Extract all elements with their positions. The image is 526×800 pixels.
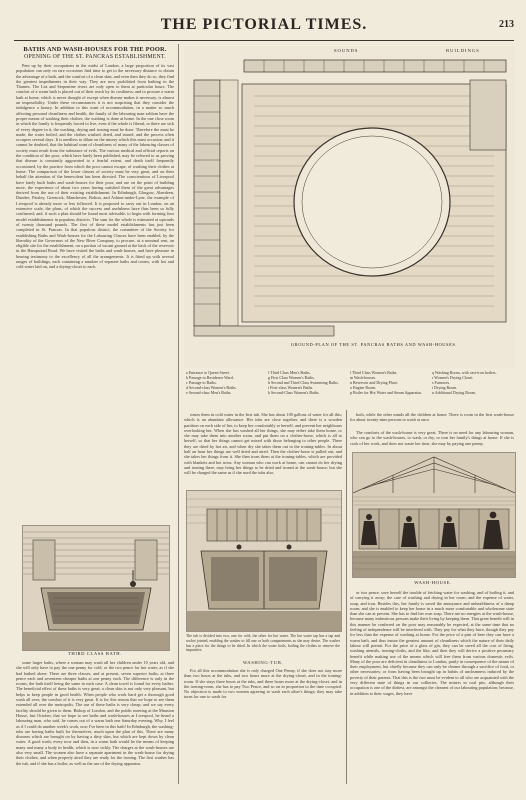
wash-house-engraving [352, 452, 516, 578]
article-column-1b-text: some larger baths, where a woman may wash all her children under 10 years old, and she will only have to pay the one penny for cold, or the two pence for hot water, as if she had bathed alone. There are three classes, and at present, seven superior baths, at three pence each and seventeen cheaper baths at one penny each. The difference is only in the rooms, the bath itself being the same in each case. A clean towel is found for every bather. The beneficial effect of these baths is very great; a clean skin is not only very pleasant, but helps to keep people in good health. When people who work hard get a thorough good wash all over, the comfort of it is very great. It is for this reason that we hope to see them extended all over the metropolis. The use of these baths is very cheap; and we say every facility should be given to them. Bishop of London, and the public meeting at the Mansion House, last October, that we hope to see baths and wash-houses at Liverpool, he heard a labouring man, who said, he comes out of a warm bath one Saturday evening, Why, I feel as if I could do another week's work, now I've been in this bath! In Edinburgh, the washing-tubs are having baths built for themselves, much upon the plan of this. There are many diseases which are brought on by having a dirty skin, but which are kept down by clean water. A good wash, every now and then, in a warm bath would be the means of keeping many and many a body in health, which is now sickly. The charges at the wash-houses are also very small. The women also have a separate apartment in the wash-house for drying their clothes; and when properly aired they are ready for the ironing. The first washer has the tub, and if she has a boiler, as well as the use of the drying apparatus. [16, 660, 174, 766]
legend-item: q Washing Room, with cast-iron boilers. [432, 370, 497, 375]
article-column-2-text: rinses them in cold water in the first tub. She has about 100 gallons of water for all this; which is an abundant allowance. Her tubs are close together, and there is a wooden partition on each side of her, to keep her comfortably to herself, and prevent her neighbours overlooking her. When she has washed all her things, she may either take them home, or she may take them into another room, and put them on a clothes-horse, which is all to herself, so that her things cannot get mixed with those belonging to other people. There they are dried by hot air, and when dry she takes them out to the ironing-tables. In about half an hour her things are well dried and aired. Then the clothes-horse is pulled out, and she takes her things from it. She then irons them at the ironing-tables, which are provided with blankets and hot irons. Any woman who can work at home, can cannot do her drying and ironing there, may bring her things to be dried and ironed at the wash-house; but she will be charged the same as if she used the tubs also. [184, 412, 342, 476]
plan-legend-col-1 [186, 370, 268, 395]
legend-item: p Boiler for Hot Water and Steam Apparatus. [350, 390, 423, 395]
washing-tub-illustration [187, 491, 341, 631]
legend-item: b Passage to Residence Ward. [186, 375, 234, 380]
plan-legend-col-2 [268, 370, 350, 395]
legend-item: h Second and Third Class Swimming Baths. [268, 380, 339, 385]
legend-item: n Reservoir and Drying Place. [350, 380, 399, 385]
legend-item: g First Class Women's Baths. [268, 375, 315, 380]
washing-tub-note: The tub is divided into two, one for cold, the other for hot water. The hot water tap has a tap and socket jointed, enabling the washer to fill one or both compartments as she may desire. The washer has a place for the things to be dried. In which the water boils, boiling the clothes to remove the impurities. [186, 634, 340, 653]
legend-item: a Entrance to Queen Street. [186, 370, 230, 375]
article-column-3-text: both, while the other minds all the children at home. There is room in the first wash-house for about twenty-nine persons to wash at once. [350, 412, 514, 423]
legend-item: u Additional Drying Room. [432, 390, 476, 395]
third-class-bath-engraving [22, 525, 170, 651]
article-column-1b [16, 660, 174, 784]
washing-tub-caption: WASHING-TUB. [242, 660, 284, 665]
legend-item: e Second-class Men's Baths. [186, 390, 232, 395]
article-column-3b [350, 430, 514, 450]
page-number: 213 [499, 19, 514, 30]
masthead-title: THE PICTORIAL TIMES. [160, 16, 368, 33]
article-column-3b-text: The comforts of the wash-house is very great. There is no need for any labouring woman, who can go to the wash-houses, to wash, or dry, or iron her family's things at home. If she is cook of her work, and does not waste her time, she may by paying one penny, [350, 430, 514, 446]
legend-item: l Third Class Women's Baths. [350, 370, 398, 375]
column-rule-1 [178, 44, 179, 784]
wash-house-caption: WASH-HOUSE. [414, 580, 452, 585]
legend-item: k Second-Class Women's Baths. [268, 390, 320, 395]
article-column-1 [16, 63, 174, 521]
article-column-2b [184, 668, 342, 784]
article-column-3c-text: or two pence, save herself the trouble of fetching water for washing, and of boiling it, and of carrying it away; the care of washing and drying in her room; and the expense of water, soap, and iron. Besides this, her family is saved the annoyance and unhealthiness of a damp room; and she is enabled to keep her home in a much more comfortable and wholesome state than she can at present. She has to find her own soap. There are no energies at the wash-house, because many industrious persons make their living by keeping them. That great benefit will in this manner be conferred on the poor may reasonably be expected, at the same time that no feeling of independence will be interfered with. They pay for what they have, though they pay for less than the expense of washing at home. For the price of a pint of beer they can have a warm bath, and thus insure the greatest amount of cleanliness which the nature of their daily labour will permit. For the price of a glass of gin, they can be saved all the cost of firing, washing utensils, ironing-cloths, and the like; and then they will derive a positive pecuniary benefit while making use of the means which will free them from various domestic evils. Many of the poor are deficient in cleanliness to London, partly in consequence of the nature of their employment, but chiefly because they can only be cleaner through a sacrifice of food, or other necessaries; or from having been brought up in habits of uncleanness induced by the poverty of their parents. That this is the fact must be evident to all who are acquainted with the very different state of things in our collieries. The miners in coal pits, although their occupation is one of the dirtiest, are amongst the cleanest of our labouring population; because, in addition to their wages, they have [350, 590, 514, 696]
legend-item: i First-class Women's Baths. [268, 385, 314, 390]
legend-item: f Third Class Men's Baths. [268, 370, 311, 375]
article-column-2 [184, 412, 342, 486]
legend-item: s Furnaces. [432, 380, 450, 385]
ground-plan-caption: GROUND-PLAN OF THE ST. PANCRAS BATHS AND WASH-HOUSES. [290, 342, 458, 347]
article-subhead: OPENING OF THE ST. PANCRAS ESTABLISHMENT. [24, 54, 166, 60]
legend-item: r Women's Drying Closet. [432, 375, 474, 380]
bath-illustration [23, 526, 169, 650]
plan-label-sounds: SOUNDS [334, 48, 359, 53]
plan-label-buildings: BUILDINGS [446, 48, 480, 53]
wash-house-illustration [353, 453, 515, 577]
legend-item: o Engine Room. [350, 385, 377, 390]
masthead [14, 14, 514, 41]
article-column-2b-text: For all this accommodation she is only charged One Penny, if she does not stay more than two hours at the tubs, and two hours more at the drying-closet, and in the ironing-room. If she stays three hours at the tubs, and three hours more at the drying-closet, and in the ironing-room, she has to pay Two Pence, and so on in proportion to the time occupied. No objection is made to two women agreeing to wash each other's things; they may take turns for one to wash for [184, 668, 342, 700]
article-column-3 [350, 412, 514, 428]
article-column-3c [350, 590, 514, 784]
plan-legend-col-3 [350, 370, 432, 395]
ground-plan [184, 46, 514, 368]
ground-plan-drawing [184, 46, 514, 368]
washing-tub-engraving [186, 490, 342, 632]
article-headline: BATHS AND WASH-HOUSES FOR THE POOR. [23, 46, 167, 53]
third-class-bath-caption: THIRD CLASS BATH. [68, 651, 122, 656]
legend-item: t Drying Room. [432, 385, 458, 390]
legend-item: c Passage to Baths. [186, 380, 217, 385]
article-column-1-text: Pent up by their occupations in the midst of London, a large proportion of its vast population can only on rare occasions find time to get to the necessary distance to obtain the advantage of a bath, and the comfort of a clean skin; and even then they do so, they find the greatest impediments in their way. They are now prohibited from bathing in the Thames. The Lea and Serpentine rivers are only open to them at particular hours. The comfort of a warm bath is placed out of their reach by its costliness; and to procure a warm bath at home, which is never thought of except when disease makes it necessary, is almost an impossibility. Under these circumstances it is not surprising that they consider the indulgence a luxury. In addition to this want of accommodation, in a matter so much affecting personal cleanliness and health, the family of the labouring man seldom have the proper means of washing their clothes; the washing is done at home. In the one close room in which the family is frequently forced to live, even if the whole is liberal, or there are sick of every degree in it, the washing, drying and ironing must be done. Therefore the must be made, the water boiled, and the clothes washed, dried, and ironed, and the process often occupies several days. It is needless to dilate on the misery which this must occasion; and it cannot be doubted, that the habitual want of cleanliness of many of the labouring classes of society must result from the substance of evils. The various medical and official reports on the condition of the poor, which have lately been published, may be referred to as proving that disease is constantly aggravated to a fearful extent, and death itself frequently occasioned, by the practice from which the poor cannot escape, of washing their clothes at home. The comparison of the lower classes of society must be very great, and on their behalf the attention of the benevolent has been directed. The conscientious of Liverpool have lately built baths and wash-houses for their poor, and are on the point of building more, the experience of about two years having satisfied them of the great advantages derived from the use of their existing establishment. In Edinburgh, Glasgow, Aberdeen, Dundee, Paisley, Greenock, Manchester, Bolton, and Ashton-under-Lyne, the example of Liverpool is already more or less followed. It is proposed to carry out in London, on an extensive scale, the plans, of which the success and usefulness have thus been so fully confirmed; and, if such a plan should be found most advisable, to begin with forming four model establishments in populous districts. The sum for the whole is estimated at upwards of twenty thousand pounds. The first of these model establishments has just been completed in St. Pancras. In that populous district, the committee of the Society for establishing Baths and Wash-houses for the Labouring Classes have been enabled, by the liberality of the Governors of the New River Company, to procure, at a nominal rent, an eligible site for the establishment, on a portion of vacant ground at the back of the reservoir in the Hampstead Road. We have visited the baths and wash-houses, and have pleasure in bearing testimony to the excellency of all the arrangements. It is fitted up with several ranges of buildings, each containing a number of separate baths and rooms, with hot and cold water laid on, and a drying-closet to each. [16, 63, 174, 270]
plan-legend-col-4 [432, 370, 514, 395]
column-rule-2 [346, 410, 347, 784]
legend-item: m Wash-houses. [350, 375, 377, 380]
legend-item: d Second-class Women's Baths. [186, 385, 237, 390]
